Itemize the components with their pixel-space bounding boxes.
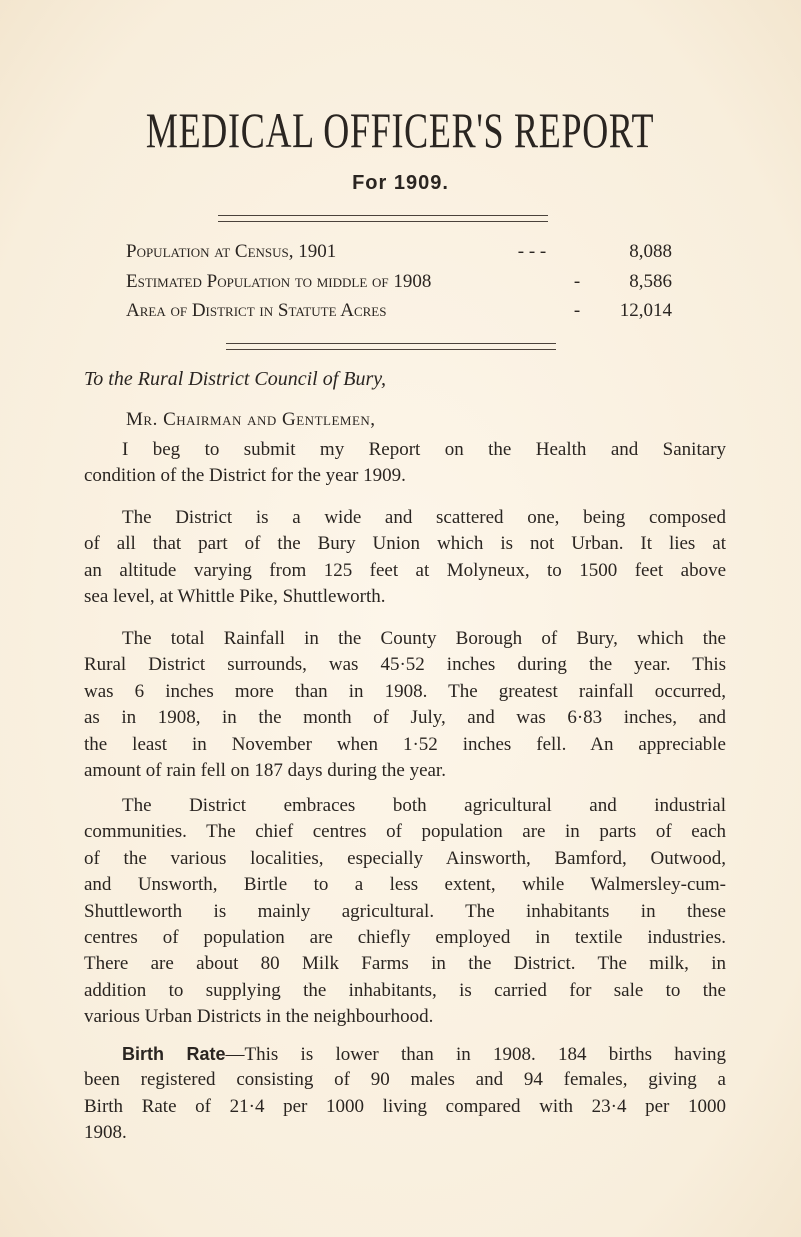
paragraph-line: centres of population are chiefly employed in textile industries. (84, 926, 726, 948)
section-heading: Birth Rate (122, 1044, 226, 1064)
statistics-table (126, 237, 672, 326)
paragraph-line: I beg to submit my Report on the Health and Sanitary (122, 439, 726, 460)
paragraph-line: 1908. (84, 1122, 127, 1144)
divider-rule (218, 215, 548, 222)
stat-row: Population at Census, 1901 - - - 8,088 (126, 241, 672, 262)
paragraph-line: of all that part of the Bury Union which is not Urban. It lies at (84, 533, 726, 555)
paragraph-line: communities. The chief centres of population are in parts of each (84, 821, 726, 843)
paragraph-line: been registered consisting of 90 males and 94 females, giving a (84, 1069, 726, 1091)
stat-row: Estimated Population to middle of 1908 - 8,586 (126, 270, 672, 292)
paragraph (84, 505, 726, 611)
paragraph-line: and Unsworth, Birtle to a less extent, while Walmersley-cum- (84, 874, 726, 896)
paragraph-line: various Urban Districts in the neighbourhood. (84, 1006, 434, 1028)
birth-rate-paragraph (84, 1041, 726, 1147)
paragraph-line: The total Rainfall in the County Borough of Bury, which the (122, 628, 726, 649)
paragraph-line: sea level, at Whittle Pike, Shuttleworth. (84, 586, 386, 608)
salutation: To the Rural District Council of Bury, (84, 368, 387, 390)
paragraph-line: Rural District surrounds, was 45·52 inches during the year. This (84, 654, 726, 676)
paragraph-line: was 6 inches more than in 1908. The greatest rainfall occurred, (84, 680, 726, 702)
paragraph-line: There are about 80 Milk Farms in the District. The milk, in (84, 953, 726, 975)
paragraph-line: The District embraces both agricultural and industrial (122, 795, 726, 816)
address-line: Mr. Chairman and Gentlemen, (126, 409, 376, 430)
paragraph-line: amount of rain fell on 187 days during the year. (84, 759, 446, 781)
paragraph-line: the least in November when 1·52 inches fell. An appreciable (84, 733, 726, 755)
divider-rule (226, 343, 556, 350)
paragraph-line: as in 1908, in the month of July, and was 6·83 inches, and (84, 707, 726, 729)
report-title: MEDICAL OFFICER'S REPORT (146, 102, 655, 158)
paragraph-line: of the various localities, especially Ainsworth, Bamford, Outwood, (84, 847, 726, 869)
paragraph-line: Birth Rate of 21·4 per 1000 living compared with 23·4 per 1000 (84, 1095, 726, 1117)
paragraph (84, 437, 726, 490)
report-year: For 1909. (352, 172, 449, 194)
paragraph-line: The District is a wide and scattered one, being composed (122, 507, 726, 528)
paragraph (84, 793, 726, 1031)
paragraph-line: Shuttleworth is mainly agricultural. The inhabitants in these (84, 900, 726, 922)
paragraph (84, 626, 726, 784)
paragraph-line: Birth Rate—This is lower than in 1908. 184 births having (122, 1044, 726, 1065)
paragraph-line: addition to supplying the inhabitants, is carried for sale to the (84, 979, 726, 1001)
paragraph-line: an altitude varying from 125 feet at Molyneux, to 1500 feet above (84, 559, 726, 581)
paragraph-line: condition of the District for the year 1909. (84, 465, 406, 487)
stat-row: Area of District in Statute Acres - 12,014 (126, 300, 672, 321)
